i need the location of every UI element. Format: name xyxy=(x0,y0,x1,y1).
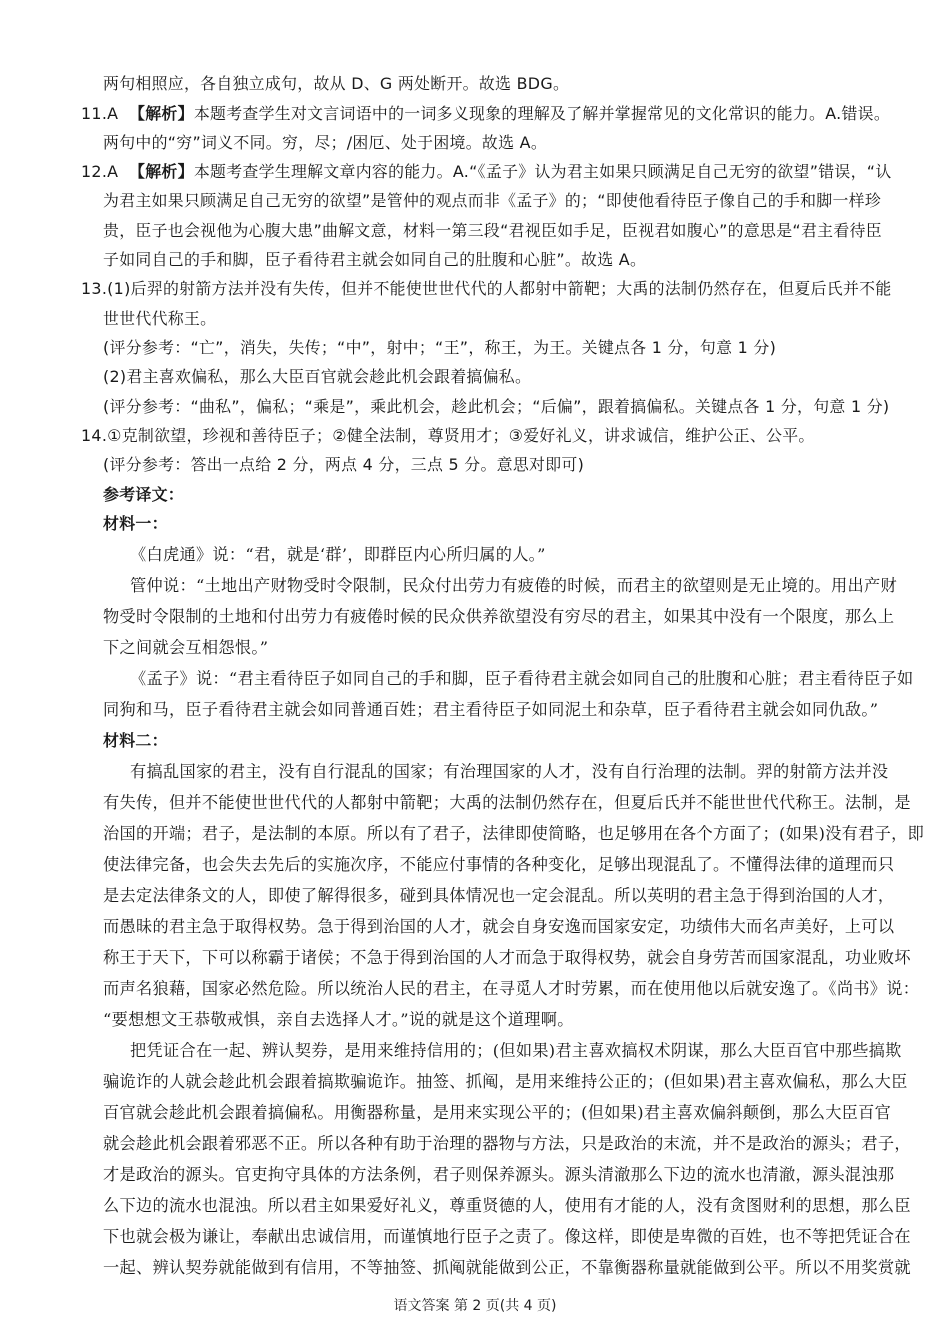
material-2-line: 有失传，但并不能使世世代代的人都射中箭靶；大禹的法制仍然存在，但夏后氏并不能世世代代称王。法制，是 xyxy=(103,793,911,812)
material-2-line: 么下边的流水也混浊。所以君主如果爱好礼义，尊重贤德的人，使用有才能的人，没有贪图财利的思想，那么臣 xyxy=(103,1196,911,1215)
page-footer: 语文答案 第 2 页(共 4 页) xyxy=(393,1298,557,1314)
material-2-line: 骗诡诈的人就会趁此机会跟着搞欺骗诡诈。抽签、抓阄，是用来维持公正的；(但如果)君主喜欢偏私，那么大臣 xyxy=(103,1072,908,1091)
material-2-line: 使法律完备，也会失去先后的实施次序，不能应付事情的各种变化，足够出现混乱了。不懂得法律的道理而只 xyxy=(103,855,895,874)
material-2-line: 就会趁此机会跟着邪恶不正。所以各种有助于治理的器物与方法，只是政治的末流，并不是政治的源头；君子， xyxy=(103,1134,911,1153)
material-2-line: 治国的开端；君子，是法制的本原。所以有了君子，法律即使简略，也足够用在各个方面了；(如果)没有君子，即 xyxy=(103,824,925,843)
material-1-line: 《白虎通》说：“君，就是‘群’，即群臣内心所归属的人。” xyxy=(130,545,546,564)
q11-analysis-cont: 两句中的“穷”词义不同。穷，尽；/困厄、处于困境。故选 A。 xyxy=(103,133,548,152)
material-1-line: 物受时令限制的土地和付出劳力有疲倦时候的民众供养欲望没有穷尽的君主，如果其中没有一个限度，那么上 xyxy=(103,607,895,626)
material-1-heading: 材料一： xyxy=(103,514,168,533)
q13-score-note-2: (评分参考：“曲私”，偏私；“乘是”，乘此机会，趁此机会；“后偏”，跟着搞偏私。关键点各 1 分，句意 1 分) xyxy=(103,397,890,416)
material-1-line: 管仲说：“土地出产财物受时令限制，民众付出劳力有疲倦的时候，而君主的欲望则是无止境的。用出产财 xyxy=(130,576,897,595)
material-2-line: 而声名狼藉，国家必然危险。所以统治人民的君主，在寻觅人才时劳累，而在使用他以后就安逸了。《尚书》说： xyxy=(103,979,920,998)
q12-analysis-tag: 【解析】 xyxy=(129,162,194,181)
material-2-line: 下也就会极为谦让，奉献出忠诚信用，而谨慎地行臣子之责了。像这样，即使是卑微的百姓，也不等把凭证合在 xyxy=(103,1227,911,1246)
q11-analysis-tag: 【解析】 xyxy=(129,104,194,123)
material-1-line: 同狗和马，臣子看待君主就会如同普通百姓；君主看待臣子如同泥土和杂草，臣子看待君主就会如同仇敌。” xyxy=(103,700,879,719)
q10-answer-tail: 两句相照应，各自独立成句，故从 D、G 两处断开。故选 BDG。 xyxy=(103,74,570,93)
material-2-line: 一起、辨认契券就能做到有信用，不等抽签、抓阄就能做到公正，不靠衡器称量就能做到公平。所以不用奖赏就 xyxy=(103,1258,911,1277)
material-2-line: 是去定法律条文的人，即使了解得很多，碰到具体情况也一定会混乱。所以英明的君主急于得到治国的人才， xyxy=(103,886,895,905)
q13-answer-1-cont: 世世代代称王。 xyxy=(103,309,217,328)
q14-score-note: (评分参考：答出一点给 2 分，两点 4 分，三点 5 分。意思对即可) xyxy=(103,455,585,474)
translation-heading: 参考译文： xyxy=(103,485,184,504)
material-2-line: 称王于天下，下可以称霸于诸侯；不急于得到治国的人才而急于取得权势，就会自身劳苦而国家混乱，功业败坏 xyxy=(103,948,911,967)
material-1-line: 下之间就会互相怨恨。” xyxy=(103,638,269,657)
material-2-heading: 材料二： xyxy=(103,731,168,750)
q13-answer-2: (2)君主喜欢偏私，那么大臣百官就会趁此机会跟着搞偏私。 xyxy=(103,367,532,386)
material-2-line: 才是政治的源头。官吏拘守具体的方法条例，君子则保养源头。源头清澈那么下边的流水也清澈，源头混浊那 xyxy=(103,1165,895,1184)
q13-answer-1: 13.(1)后羿的射箭方法并没有失传，但并不能使世世代代的人都射中箭靶；大禹的法制仍然存在，但夏后氏并不能 xyxy=(81,279,892,298)
q12-analysis-cont: 贵，臣子也会视他为心腹大患”曲解文意，材料一第三段“君视臣如手足，臣视君如腹心”的意思是“君主看待臣 xyxy=(103,221,882,240)
q12-label: 12.A xyxy=(81,162,119,181)
q11-label: 11.A xyxy=(81,104,119,123)
q14-answer: 14.①克制欲望，珍视和善待臣子；②健全法制，尊贤用才；③爱好礼义，讲求诚信，维护公正、公平。 xyxy=(81,426,815,445)
q11-analysis-text: 本题考查学生对文言词语中的一词多义现象的理解及了解并掌握常见的文化常识的能力。A.错误。 xyxy=(193,104,891,123)
material-1-line: 《孟子》说：“君主看待臣子如同自己的手和脚，臣子看待君主就会如同自己的肚腹和心脏；君主看待臣子如 xyxy=(130,669,914,688)
q11-answer xyxy=(81,103,890,125)
q13-score-note-1: (评分参考：“亡”，消失，失传；“中”，射中；“王”，称王，为王。关键点各 1 分，句意 1 分) xyxy=(103,338,777,357)
q12-analysis-text: 本题考查学生理解文章内容的能力。A.“《孟子》认为君主如果只顾满足自己无穷的欲望”错误，“认 xyxy=(193,162,892,181)
material-2-line: 百官就会趁此机会跟着搞偏私。用衡器称量，是用来实现公平的；(但如果)君主喜欢偏斜颠倒，那么大臣百官 xyxy=(103,1103,892,1122)
q12-answer xyxy=(81,161,892,183)
q12-analysis-cont: 为君主如果只顾满足自己无穷的欲望”是管仲的观点而非《孟子》的；“即使他看待臣子像自己的手和脚一样珍 xyxy=(103,191,882,210)
material-2-line: “要想想文王恭敬戒惧，亲自去选择人才。”说的就是这个道理啊。 xyxy=(103,1010,574,1029)
material-2-line: 而愚昧的君主急于取得权势。急于得到治国的人才，就会自身安逸而国家安定，功绩伟大而名声美好，上可以 xyxy=(103,917,895,936)
q12-analysis-cont: 子如同自己的手和脚，臣子看待君主就会如同自己的肚腹和心脏”。故选 A。 xyxy=(103,250,647,269)
material-2-line: 把凭证合在一起、辨认契券，是用来维持信用的；(但如果)君主喜欢搞权术阴谋，那么大臣百官中那些搞欺 xyxy=(130,1041,902,1060)
material-2-line: 有搞乱国家的君主，没有自行混乱的国家；有治理国家的人才，没有自行治理的法制。羿的射箭方法并没 xyxy=(130,762,889,781)
